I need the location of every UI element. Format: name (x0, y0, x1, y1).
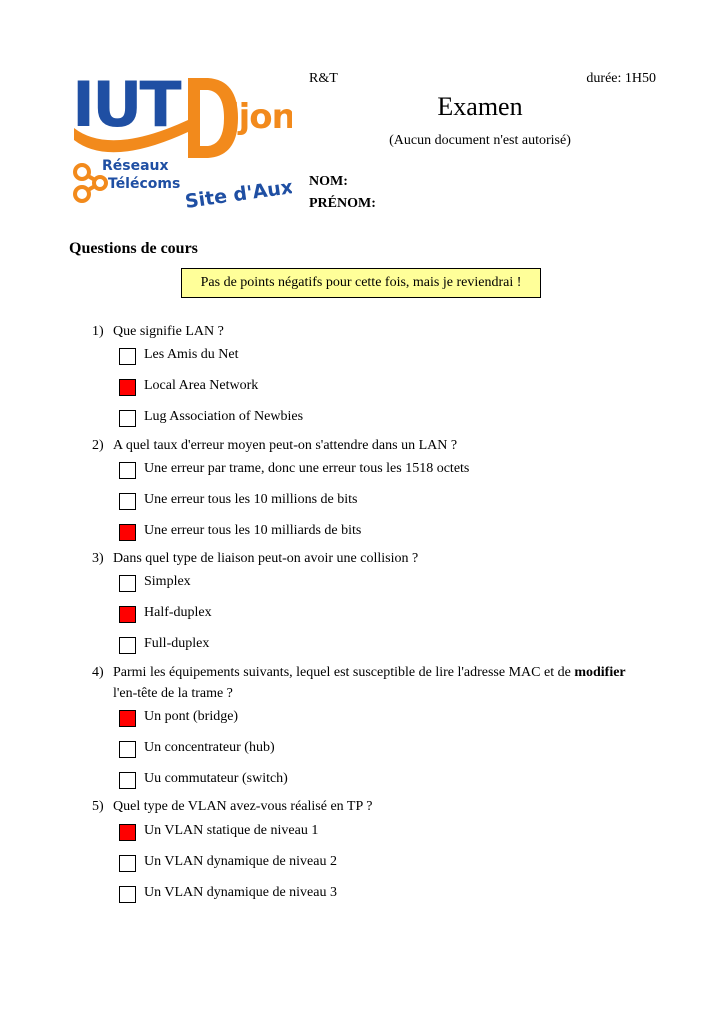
option-label: Full-duplex (144, 636, 210, 651)
question-text-part: l'en-tête de la trame ? (113, 686, 233, 701)
option-label: Uu commutateur (switch) (144, 771, 288, 786)
logo-graphic (70, 68, 292, 218)
question-text: Dans quel type de liaison peut-on avoir une collision ? (113, 551, 419, 566)
answer-checkbox[interactable] (119, 741, 136, 758)
nom-label: NOM: (309, 174, 348, 189)
section-title: Questions de cours (69, 240, 198, 257)
option-label: Les Amis du Net (144, 347, 239, 362)
answer-checkbox[interactable] (119, 637, 136, 654)
logo-text-dept-1: Réseaux (102, 158, 169, 174)
answer-checkbox[interactable] (119, 493, 136, 510)
answer-checkbox[interactable] (119, 886, 136, 903)
answer-checkbox[interactable] (119, 772, 136, 789)
option-label: Half-duplex (144, 605, 212, 620)
notice-box: Pas de points négatifs pour cette fois, mais je reviendrai ! (181, 268, 541, 298)
option-label: Une erreur par trame, donc une erreur tous les 1518 octets (144, 461, 470, 476)
option-label: Un VLAN statique de niveau 1 (144, 823, 319, 838)
question-number: 1) (92, 324, 104, 339)
question-text: Quel type de VLAN avez-vous réalisé en TP ? (113, 799, 373, 814)
answer-checkbox[interactable] (119, 379, 136, 396)
question-number: 3) (92, 551, 104, 566)
logo-text-site: Site d'Auxerre (183, 169, 292, 213)
question-text (113, 662, 658, 704)
option-label: Un VLAN dynamique de niveau 3 (144, 885, 337, 900)
option-label: Un VLAN dynamique de niveau 2 (144, 854, 337, 869)
duration-label: durée: 1H50 (586, 71, 656, 86)
answer-checkbox[interactable] (119, 410, 136, 427)
answer-checkbox[interactable] (119, 710, 136, 727)
logo-text-main: IUT (72, 68, 179, 141)
answer-checkbox[interactable] (119, 855, 136, 872)
answer-checkbox[interactable] (119, 575, 136, 592)
answer-checkbox[interactable] (119, 824, 136, 841)
iut-dijon-logo (70, 68, 292, 218)
option-label: Local Area Network (144, 378, 259, 393)
question-number: 2) (92, 438, 104, 453)
department-label: R&T (309, 71, 338, 86)
question-text-bold: modifier (574, 665, 626, 680)
answer-checkbox[interactable] (119, 462, 136, 479)
option-label: Lug Association of Newbies (144, 409, 304, 424)
logo-text-dept-2: Télécoms (108, 176, 181, 192)
question-number: 5) (92, 799, 104, 814)
option-label: Un concentrateur (hub) (144, 740, 275, 755)
page-title: Examen (437, 92, 523, 121)
answer-checkbox[interactable] (119, 524, 136, 541)
option-label: Simplex (144, 574, 191, 589)
page-subtitle: (Aucun document n'est autorisé) (389, 133, 571, 148)
option-label: Une erreur tous les 10 millions de bits (144, 492, 358, 507)
logo-text-city: ijon (228, 97, 292, 137)
question-number: 4) (92, 665, 104, 680)
prenom-label: PRÉNOM: (309, 196, 376, 211)
option-label: Un pont (bridge) (144, 709, 239, 724)
question-text-part: Parmi les équipements suivants, lequel est susceptible de lire l'adresse MAC et de (113, 665, 575, 680)
option-label: Une erreur tous les 10 milliards de bits (144, 523, 362, 538)
answer-checkbox[interactable] (119, 606, 136, 623)
answer-checkbox[interactable] (119, 348, 136, 365)
question-text: A quel taux d'erreur moyen peut-on s'attendre dans un LAN ? (113, 438, 458, 453)
question-text: Que signifie LAN ? (113, 324, 224, 339)
